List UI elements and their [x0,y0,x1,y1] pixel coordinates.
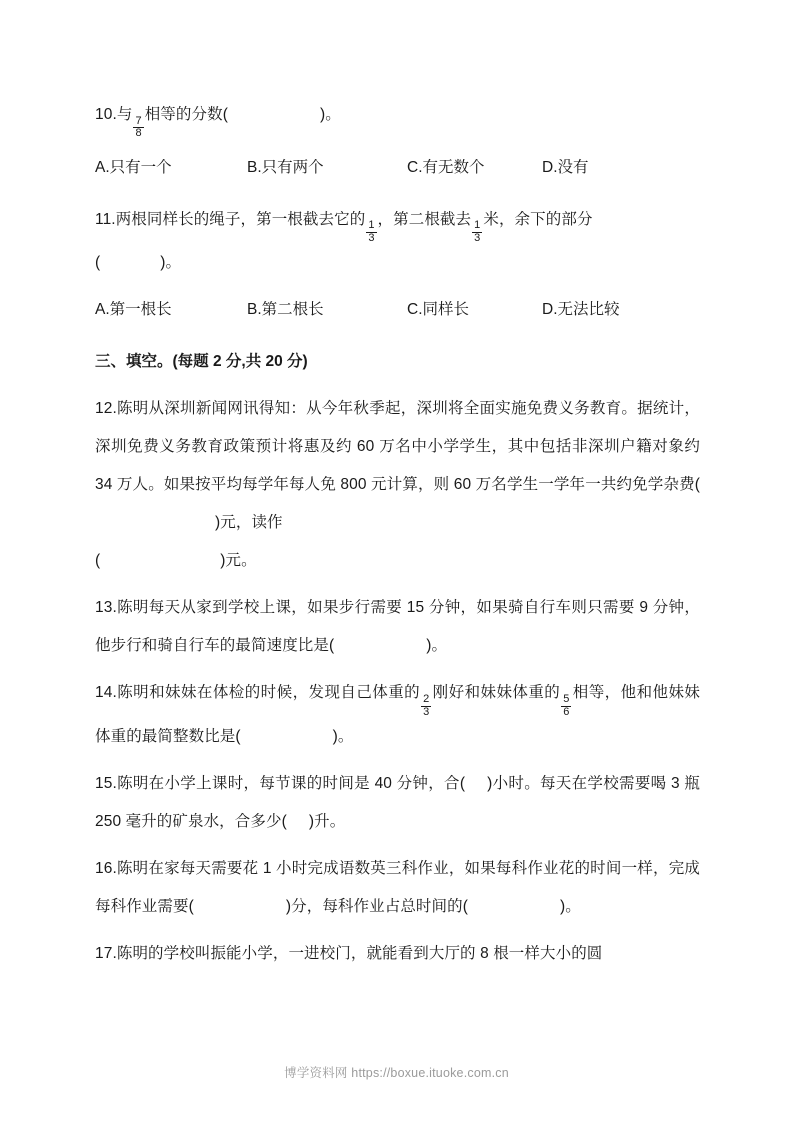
spacer [95,926,700,935]
footer-watermark: 博学资料网 https://boxue.ituoke.com.cn [284,1066,509,1080]
question-11 [95,201,700,245]
fraction-denominator: 3 [423,705,430,718]
question-15-text-a: 陈明在小学上课时，每节课的时间是 40 分钟，合( [116,775,466,793]
question-12-text-b: )元，读作 [215,514,283,532]
fraction-denominator: 3 [368,231,375,244]
fraction-five-sixths [561,694,571,718]
question-13-number: 13. [95,599,117,617]
spacer [95,580,700,589]
question-17-text-a: 陈明的学校叫振能小学，一进校门，就能看到大厅的 8 根一样大小的圆 [116,945,603,963]
question-10 [95,96,700,140]
question-10-options [95,149,700,187]
fraction-one-third-second [472,220,482,244]
question-11-part3: 米，余下的部分 [483,210,593,228]
question-13-text-b: )。 [426,637,448,655]
fraction-numerator: 2 [423,693,430,706]
question-11-part2: ，第二根截去 [377,210,472,228]
fraction-denominator: 3 [474,231,481,244]
option-b-q11[interactable]: B.第二根长 [247,301,324,319]
fraction-numerator: 1 [368,219,375,232]
question-14 [95,674,700,756]
fraction-two-thirds [421,694,431,718]
option-c-q11[interactable]: C.同样长 [407,301,470,319]
fraction-denominator: 8 [135,127,142,140]
spacer [95,329,700,343]
question-15-text-c: )升。 [308,813,346,831]
fraction-denominator: 6 [563,705,570,718]
option-b-q10[interactable]: B.只有两个 [247,158,324,176]
question-11-part4: ( [95,254,101,272]
question-16-text-c: )。 [560,898,581,916]
question-16-number: 16. [95,860,117,878]
fraction-one-third-first [366,220,376,244]
question-13-text-a: 陈明每天从家到学校上课，如果步行需要 15 分钟，如果骑自行车则只需要 9 分钟，他步行和骑自行车的最简速度比是( [95,599,700,655]
question-12-continuation [95,542,700,580]
section-heading-fill-in-blanks: 三、填空。(每题 2 分,共 20 分) [95,353,308,371]
question-10-stem-end: )。 [319,106,341,123]
question-10-stem-after: 相等的分数( [144,106,228,123]
fraction-numerator: 7 [135,114,142,127]
question-14-text-b: 刚好和妹妹体重的 [432,684,561,702]
spacer [95,665,700,674]
option-a-q11[interactable]: A.第一根长 [95,301,172,319]
option-c-q10[interactable]: C.有无数个 [407,158,485,176]
fraction-numerator: 5 [563,693,570,706]
spacer [95,187,700,201]
question-15-text-b: )小时。每天在学校需要喝 3 瓶 250 毫升的矿泉水，合多少( [95,775,700,831]
question-11-options [95,291,700,329]
question-11-part5: )。 [160,254,182,272]
spacer [95,282,700,291]
question-13 [95,589,700,665]
spacer [95,381,700,390]
question-10-stem-before: 与 [116,106,133,123]
question-12-text-c: ( [95,552,101,570]
question-15-number: 15. [95,775,117,793]
question-14-text-c: 相等，他和他妹妹体重的最简整数比是( [95,684,700,746]
question-16 [95,850,700,926]
question-10-number: 10. [95,106,117,123]
option-a-q10[interactable]: A.只有一个 [95,158,172,176]
question-11-part1: 两根同样长的绳子，第一根截去它的 [115,210,366,228]
question-12-text-a: 陈明从深圳新闻网讯得知：从今年秋季起，深圳将全面实施免费义务教育。据统计，深圳免费义务教育政策预计将惠及约 60 万名中小学学生，其中包括非深圳户籍对象约 34 万人。如果按平均每学年每人免 800 元计算，则 60 万名学生一学年一共约免学杂费( [95,400,700,494]
question-12-text-d: )元。 [220,552,257,570]
fraction-seven-eighths [133,116,143,140]
fraction-numerator: 1 [474,219,481,232]
option-d-q10[interactable]: D.没有 [542,158,589,176]
question-12 [95,390,700,542]
question-17 [95,935,700,973]
question-17-number: 17. [95,945,117,963]
spacer [95,140,700,149]
spacer [95,756,700,765]
question-12-number: 12. [95,400,117,418]
question-14-text-a: 陈明和妹妹在体检的时候，发现自己体重的 [116,684,421,702]
option-d-q11[interactable]: D.无法比较 [542,301,620,319]
question-16-text-a: 陈明在家每天需要花 1 小时完成语数英三科作业，如果每科作业花的时间一样，完成每科作业需要( [95,860,700,916]
question-15 [95,765,700,841]
spacer [95,841,700,850]
question-16-text-b: )分，每科作业占总时间的( [285,898,468,916]
question-14-text-d: )。 [332,728,354,746]
question-11-number: 11. [95,210,116,228]
question-14-number: 14. [95,684,117,702]
question-11-continuation [95,244,700,282]
